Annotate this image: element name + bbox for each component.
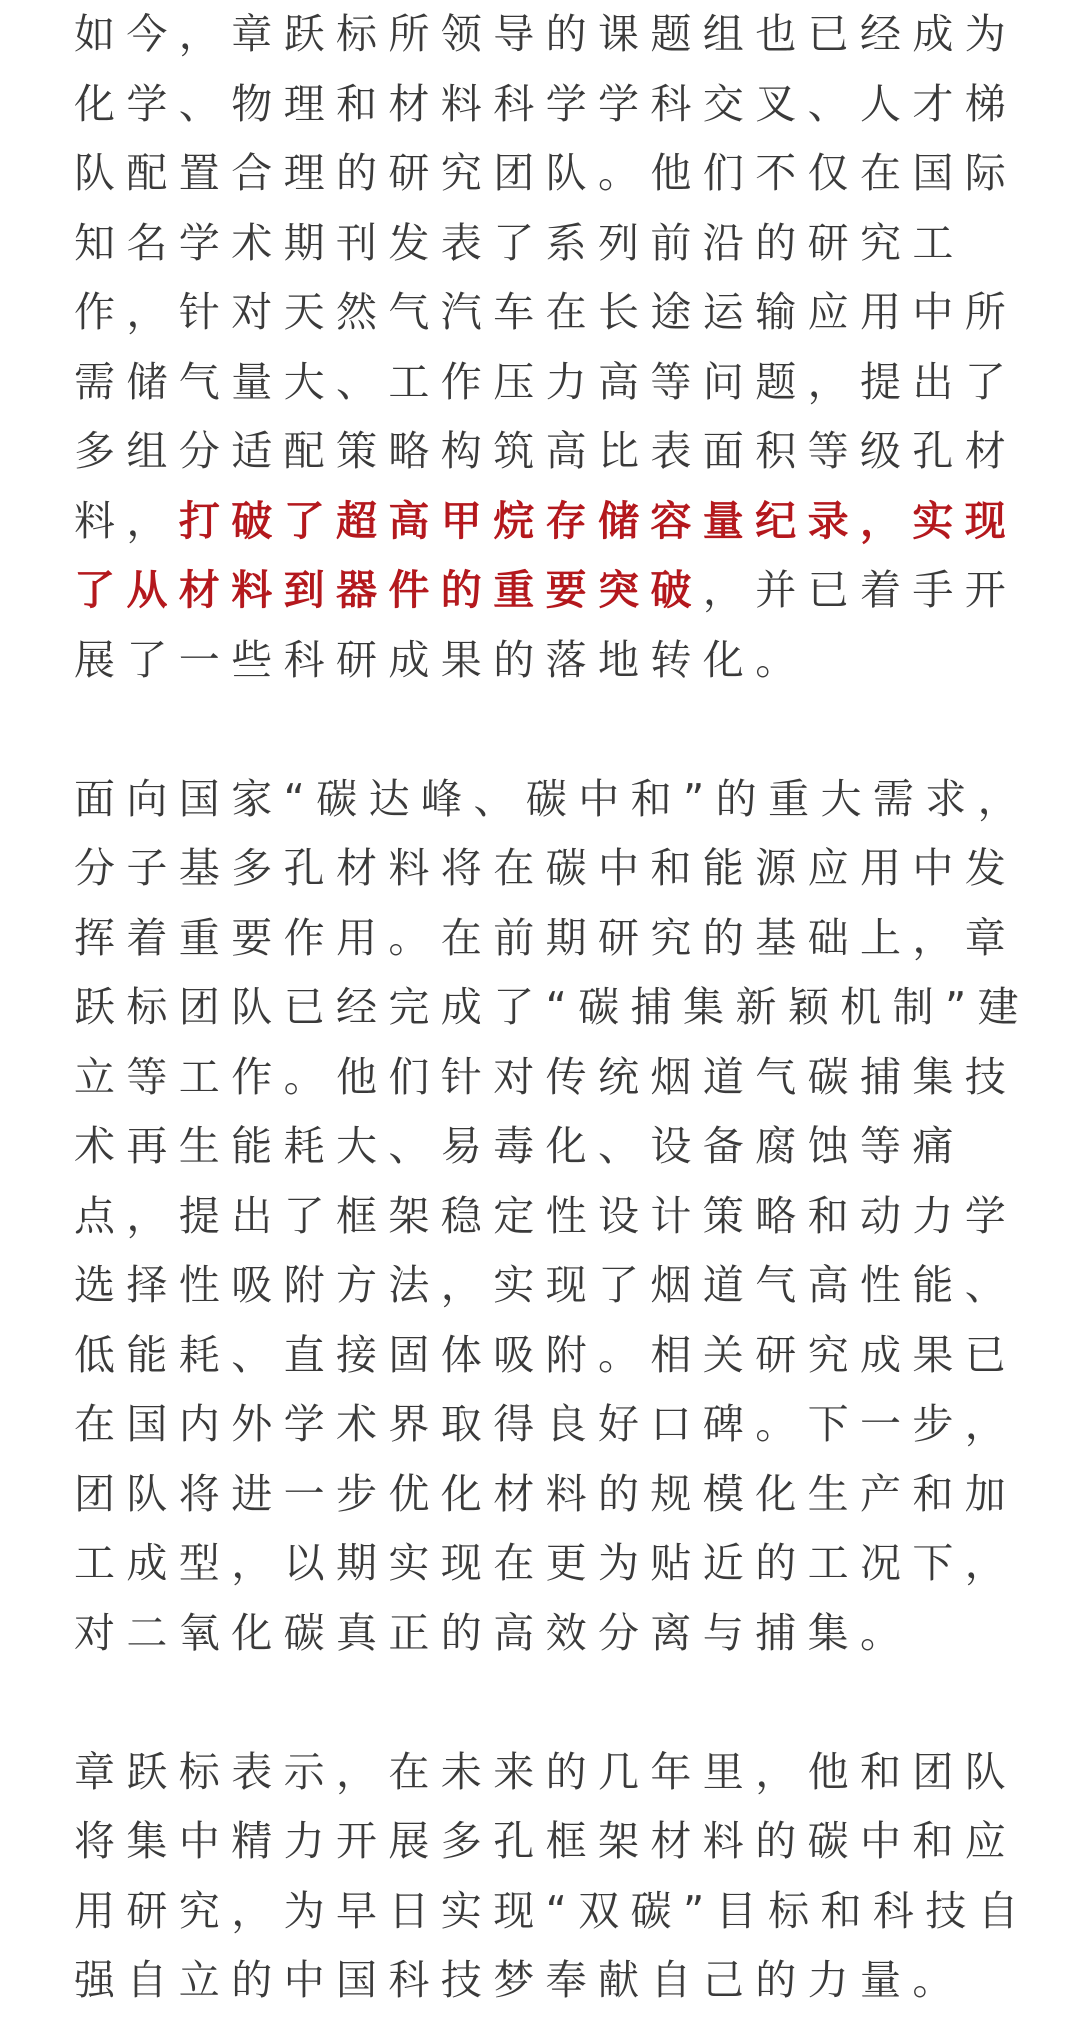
text-segment: 将集中精力开展多孔框架材料的碳中和应 [74, 1817, 1018, 1865]
text-line [74, 1112, 1014, 1182]
paragraph-3 [74, 1738, 1031, 2016]
text-line [74, 1946, 1014, 2016]
text-segment: 化学、物理和材料科学学科交叉、人才梯 [74, 79, 1018, 128]
text-segment: 术再生能耗大、易毒化、设备腐蚀等痛 [74, 1122, 965, 1170]
text-line [74, 1390, 1018, 1460]
text-line [74, 1182, 1018, 1252]
article-body [74, 0, 1031, 2016]
text-line [74, 834, 1018, 904]
highlighted-text: 打破了超高甲烷存储容量纪录，实现 [178, 496, 1018, 545]
text-line [74, 209, 1014, 279]
text-line [74, 556, 1018, 626]
paragraph-2 [74, 765, 1031, 1669]
paragraph-1 [74, 0, 1018, 695]
text-segment: 如今，章跃标所领导的课题组也已经成为 [74, 10, 1018, 58]
text-segment: 展了一些科研成果的落地转化。 [74, 635, 808, 684]
text-segment: 料， [74, 496, 179, 545]
text-line [74, 139, 1018, 209]
text-line [74, 1807, 1018, 1877]
text-segment: 知名学术期刊发表了系列前沿的研究工 [74, 218, 965, 267]
text-segment: 分子基多孔材料将在碳中和能源应用中发 [74, 844, 1018, 892]
text-line [74, 973, 1031, 1043]
text-line [74, 904, 1018, 974]
text-segment: 挥着重要作用。在前期研究的基础上，章 [74, 913, 1018, 962]
text-segment: 强自立的中国科技梦奉献自己的力量。 [74, 1956, 965, 2004]
text-line [74, 1460, 1018, 1530]
text-line [74, 1877, 1031, 1947]
text-line [74, 70, 1018, 140]
text-line [74, 1599, 1014, 1669]
text-line [74, 765, 1031, 835]
text-segment: 需储气量大、工作压力高等问题，提出了 [74, 357, 1018, 406]
text-segment: 队配置合理的研究团队。他们不仅在国际 [74, 149, 1018, 197]
text-segment: 立等工作。他们针对传统烟道气碳捕集技 [74, 1052, 1018, 1101]
text-segment: 工成型，以期实现在更为贴近的工况下， [74, 1539, 1018, 1587]
text-line [74, 1738, 1018, 1808]
text-segment: 选择性吸附方法，实现了烟道气高性能、 [74, 1261, 1018, 1309]
text-line [74, 417, 1018, 487]
highlighted-text: 了从材料到器件的重要突破 [74, 566, 703, 614]
text-line [74, 487, 1018, 557]
text-line [74, 348, 1018, 418]
text-segment: 低能耗、直接固体吸附。相关研究成果已 [74, 1330, 1018, 1379]
text-segment: 跃标团队已经完成了“碳捕集新颖机制”建 [74, 983, 1031, 1031]
text-segment: 多组分适配策略构筑高比表面积等级孔材 [74, 427, 1018, 475]
text-line [74, 0, 1018, 70]
text-segment: 点，提出了框架稳定性设计策略和动力学 [74, 1191, 1018, 1240]
text-segment: 在国内外学术界取得良好口碑。下一步， [74, 1400, 1018, 1448]
text-segment: 对二氧化碳真正的高效分离与捕集。 [74, 1608, 913, 1657]
text-line [74, 1251, 1018, 1321]
text-line [74, 1321, 1018, 1391]
text-segment: 面向国家“碳达峰、碳中和”的重大需求， [74, 774, 1031, 823]
text-segment: 章跃标表示，在未来的几年里，他和团队 [74, 1747, 1018, 1796]
text-segment: ，并已着手开 [702, 566, 1018, 614]
text-segment: 团队将进一步优化材料的规模化生产和加 [74, 1469, 1018, 1518]
text-line [74, 626, 1014, 696]
text-line [74, 1043, 1018, 1113]
text-line [74, 278, 1018, 348]
text-segment: 作，针对天然气汽车在长途运输应用中所 [74, 288, 1018, 336]
text-line [74, 1529, 1018, 1599]
text-segment: 用研究，为早日实现“双碳”目标和科技自 [74, 1886, 1031, 1935]
